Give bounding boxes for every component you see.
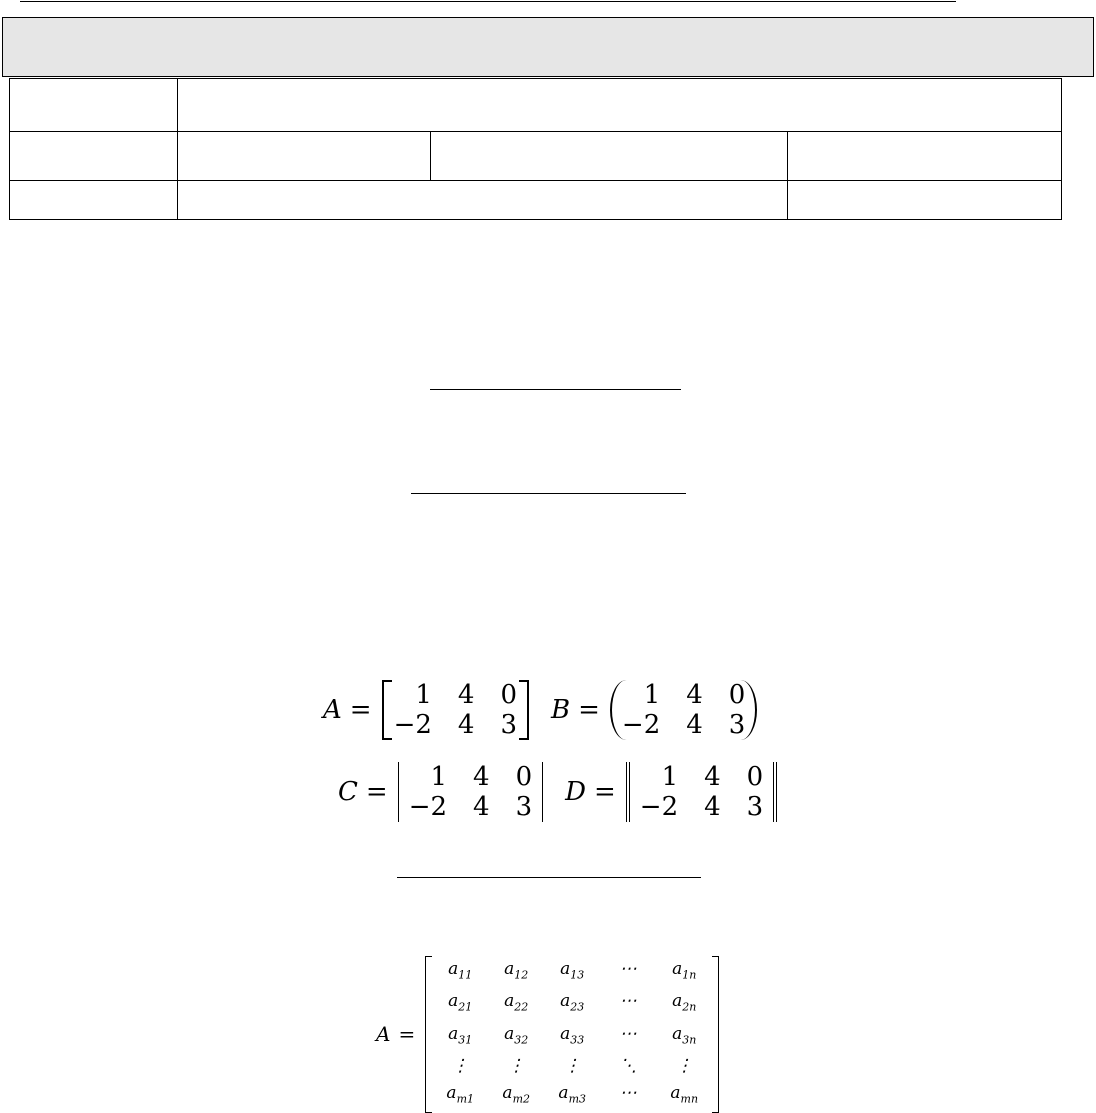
matrix-d bbox=[626, 762, 777, 822]
matrix-entry bbox=[432, 956, 488, 988]
equals-sign: = bbox=[398, 1022, 416, 1047]
matrix-b bbox=[610, 680, 757, 740]
table-cell bbox=[431, 132, 788, 181]
matrix-entry-base: a bbox=[560, 991, 571, 1012]
matrix-label-a: A bbox=[323, 695, 342, 725]
matrix-entry-base: ⋮ bbox=[563, 1056, 581, 1077]
separator-rule bbox=[397, 877, 701, 878]
matrix-entry bbox=[432, 988, 488, 1020]
matrix-entry: 0 bbox=[500, 680, 517, 710]
matrix-entry-subscript: 23 bbox=[570, 1000, 585, 1014]
matrix-entry-base: a bbox=[448, 959, 459, 979]
matrix-label-a-general: A bbox=[376, 1022, 391, 1047]
matrix-entry-subscript: m2 bbox=[512, 1092, 530, 1106]
matrix-entry-base: a bbox=[504, 991, 515, 1012]
matrix-entry: 4 bbox=[704, 762, 721, 792]
matrix-entry: 4 bbox=[704, 792, 721, 822]
table-cell bbox=[178, 79, 1062, 132]
matrix-entry-subscript: 33 bbox=[570, 1033, 585, 1047]
matrix-entry bbox=[656, 988, 712, 1020]
matrix-entry bbox=[600, 1053, 656, 1080]
equation-general-matrix bbox=[376, 956, 719, 1113]
matrix-label-b: B bbox=[551, 695, 571, 725]
equals-sign: = bbox=[349, 695, 372, 725]
matrix-entry-subscript: m1 bbox=[456, 1092, 474, 1106]
matrix-entry-base: a bbox=[672, 959, 683, 979]
equals-sign: = bbox=[578, 695, 600, 725]
matrix-entry-subscript: 31 bbox=[458, 1033, 473, 1047]
matrix-entry bbox=[432, 1053, 488, 1080]
equation-row-cd bbox=[338, 762, 777, 822]
separator-rule bbox=[430, 389, 681, 390]
matrix-entry-subscript: 1n bbox=[682, 968, 697, 982]
matrix-entry-subscript: mn bbox=[680, 1092, 699, 1106]
matrix-entry bbox=[488, 956, 544, 988]
matrix-entry bbox=[656, 956, 712, 988]
matrix-entry bbox=[488, 1080, 544, 1112]
matrix-entry-subscript: 3n bbox=[682, 1033, 697, 1047]
matrix-entry bbox=[544, 1053, 600, 1080]
matrix-entry-base: ⋮ bbox=[675, 1056, 693, 1077]
table-cell bbox=[10, 132, 178, 181]
matrix-entry-base: a bbox=[446, 1083, 457, 1104]
matrix-entry-base: a bbox=[670, 1083, 681, 1104]
matrix-label-d: D bbox=[565, 777, 586, 807]
matrix-entry bbox=[488, 1021, 544, 1053]
table-row bbox=[10, 132, 1062, 181]
matrix-entry-base: a bbox=[560, 1023, 571, 1044]
matrix-entry bbox=[656, 1021, 712, 1053]
matrix-entry-base: ⋱ bbox=[619, 1056, 637, 1077]
separator-rule bbox=[411, 493, 686, 494]
matrix-entry bbox=[656, 1080, 712, 1112]
equals-sign: = bbox=[593, 777, 616, 807]
matrix-entry-base: ⋯ bbox=[619, 991, 637, 1012]
matrix-entry: −2 bbox=[621, 710, 661, 740]
matrix-c bbox=[398, 762, 543, 822]
matrix-entry bbox=[488, 1053, 544, 1080]
matrix-entry: 4 bbox=[686, 710, 703, 740]
matrix-entry bbox=[544, 988, 600, 1020]
table-row bbox=[10, 181, 1062, 220]
matrix-entry-subscript: 21 bbox=[458, 1000, 473, 1014]
matrix-entry-subscript: m3 bbox=[568, 1092, 586, 1106]
matrix-entry bbox=[600, 1021, 656, 1053]
matrix-entry-subscript: 12 bbox=[514, 968, 529, 982]
table-cell bbox=[178, 132, 431, 181]
matrix-entry-subscript: 32 bbox=[514, 1033, 529, 1047]
matrix-entry-subscript: 11 bbox=[458, 968, 473, 982]
matrix-entry: −2 bbox=[408, 792, 448, 822]
matrix-entry bbox=[432, 1080, 488, 1112]
matrix-a bbox=[382, 680, 529, 740]
matrix-entry bbox=[600, 956, 656, 988]
matrix-entry-base: a bbox=[560, 959, 571, 979]
matrix-entry bbox=[488, 988, 544, 1020]
matrix-label-c: C bbox=[338, 777, 358, 807]
matrix-entry: 0 bbox=[515, 762, 533, 792]
matrix-entry-base: ⋯ bbox=[619, 959, 637, 979]
matrix-entry-base: ⋮ bbox=[507, 1056, 525, 1077]
matrix-entry-subscript: 13 bbox=[570, 968, 585, 982]
equation-row-ab bbox=[323, 680, 757, 740]
matrix-entry: 4 bbox=[457, 680, 475, 710]
matrix-entry: −2 bbox=[393, 710, 432, 740]
matrix-general bbox=[425, 956, 719, 1113]
equals-sign: = bbox=[365, 777, 388, 807]
matrix-entry-base: a bbox=[502, 1083, 513, 1104]
table-row bbox=[10, 79, 1062, 132]
matrix-entry: 3 bbox=[500, 710, 517, 740]
matrix-entry bbox=[656, 1053, 712, 1080]
matrix-entry: 4 bbox=[473, 792, 490, 822]
matrix-entry: 4 bbox=[473, 762, 490, 792]
matrix-entry bbox=[544, 956, 600, 988]
matrix-entry: 1 bbox=[430, 762, 448, 792]
matrix-entry-base: ⋯ bbox=[619, 1083, 637, 1104]
table-cell bbox=[788, 132, 1062, 181]
matrix-entry: 3 bbox=[515, 792, 533, 822]
matrix-entry: 1 bbox=[415, 680, 432, 710]
info-table bbox=[9, 78, 1062, 220]
matrix-entry-base: a bbox=[558, 1083, 569, 1104]
matrix-entry: 1 bbox=[643, 680, 661, 710]
table-cell bbox=[10, 181, 178, 220]
matrix-entry: 3 bbox=[728, 710, 746, 740]
matrix-entry: 3 bbox=[746, 792, 764, 822]
matrix-entry-subscript: 2n bbox=[682, 1000, 697, 1014]
matrix-entry bbox=[432, 1021, 488, 1053]
table-cell bbox=[788, 181, 1062, 220]
table-cell bbox=[178, 181, 788, 220]
matrix-entry: 4 bbox=[686, 680, 703, 710]
matrix-entry: 1 bbox=[661, 762, 679, 792]
matrix-entry: 4 bbox=[457, 710, 475, 740]
matrix-entry: −2 bbox=[639, 792, 679, 822]
matrix-entry-base: a bbox=[448, 991, 459, 1012]
matrix-entry-base: a bbox=[672, 991, 683, 1012]
table-cell bbox=[10, 79, 178, 132]
matrix-entry-base: ⋯ bbox=[619, 1023, 637, 1044]
matrix-entry-base: a bbox=[504, 959, 515, 979]
matrix-entry-base: a bbox=[672, 1023, 683, 1044]
header-band bbox=[2, 17, 1094, 77]
matrix-entry-subscript: 22 bbox=[514, 1000, 529, 1014]
matrix-entry-base: ⋮ bbox=[451, 1056, 469, 1077]
matrix-entry bbox=[544, 1021, 600, 1053]
matrix-entry: 0 bbox=[746, 762, 764, 792]
matrix-entry-base: a bbox=[448, 1023, 459, 1044]
matrix-entry bbox=[600, 988, 656, 1020]
matrix-entry bbox=[600, 1080, 656, 1112]
matrix-entry-base: a bbox=[504, 1023, 515, 1044]
matrix-entry: 0 bbox=[728, 680, 746, 710]
matrix-entry bbox=[544, 1080, 600, 1112]
top-rule bbox=[20, 1, 956, 2]
